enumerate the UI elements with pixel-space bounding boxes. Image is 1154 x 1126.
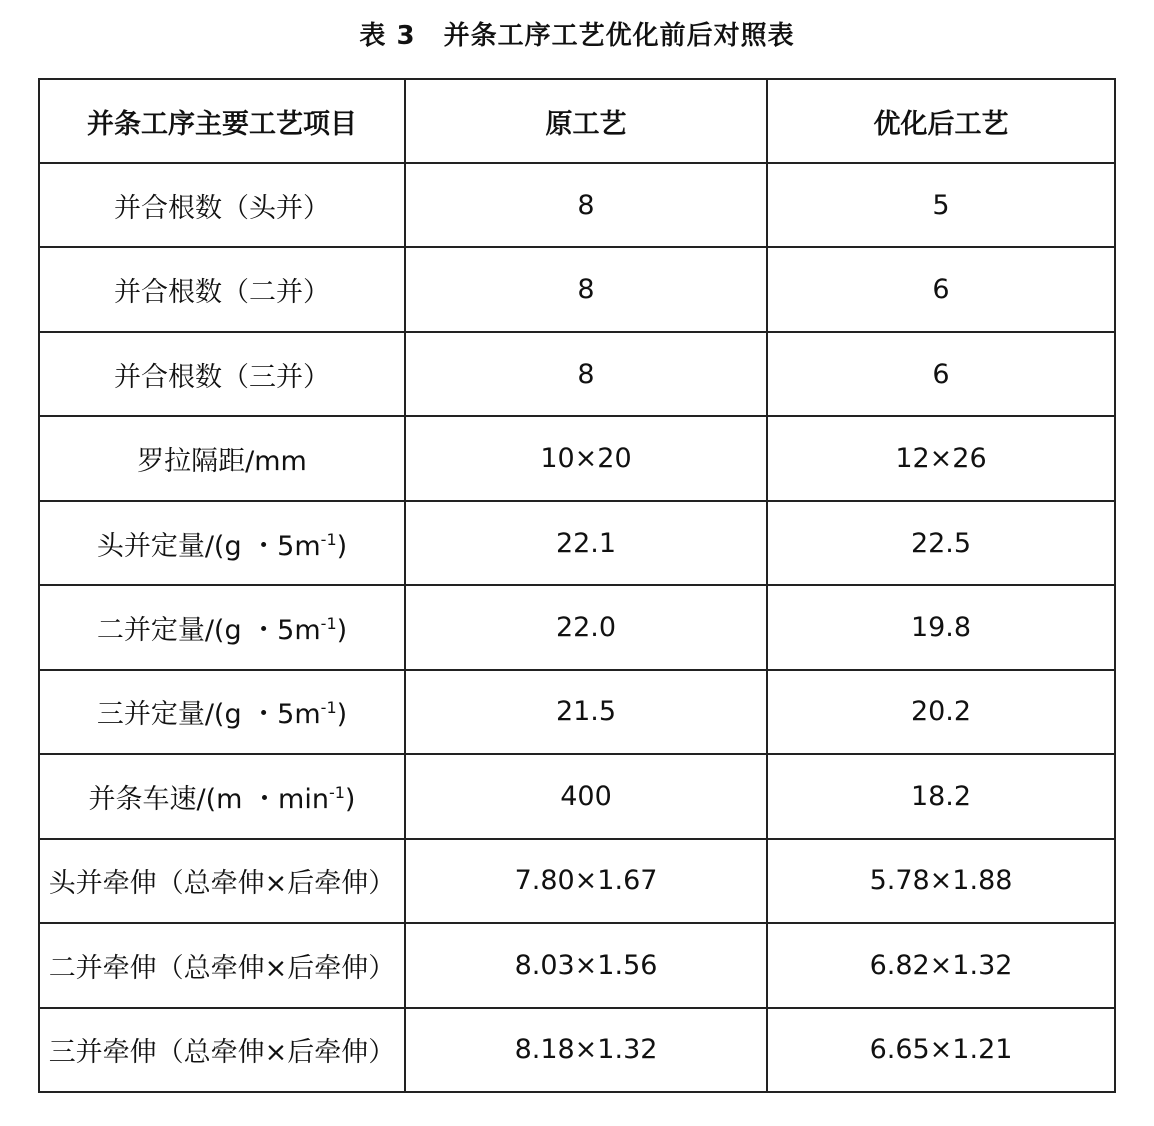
item-superscript: -1 [328,782,345,802]
row-optimized: 22.5 [767,501,1115,585]
process-comparison-table [38,78,1116,1093]
row-optimized: 6 [767,247,1115,331]
row-optimized: 5 [767,163,1115,247]
item-text: 并条车速/(m ・min [88,783,329,815]
row-original: 22.1 [405,501,767,585]
item-text: 二并定量/(g ・5m [96,614,321,646]
row-original: 8.03×1.56 [405,923,767,1007]
table-row [39,163,1115,247]
row-original: 10×20 [405,416,767,500]
row-optimized: 5.78×1.88 [767,839,1115,923]
row-item [39,754,405,838]
row-item [39,839,405,923]
row-original: 8 [405,332,767,416]
row-original: 8 [405,163,767,247]
table-caption [0,14,1154,58]
item-superscript: -1 [320,698,337,718]
table-row [39,332,1115,416]
row-optimized: 12×26 [767,416,1115,500]
table-number: 表 3 [359,21,416,51]
table-row [39,1008,1115,1092]
row-optimized: 6.82×1.32 [767,923,1115,1007]
item-superscript: -1 [320,529,337,549]
table-row [39,670,1115,754]
row-optimized: 18.2 [767,754,1115,838]
row-item [39,416,405,500]
header-original: 原工艺 [405,79,767,163]
row-item [39,332,405,416]
row-optimized: 19.8 [767,585,1115,669]
header-row [39,79,1115,163]
table-row [39,839,1115,923]
table-row [39,247,1115,331]
item-text-end: ) [344,783,356,815]
row-original: 8 [405,247,767,331]
item-superscript: -1 [320,613,337,633]
table-row [39,754,1115,838]
row-original: 21.5 [405,670,767,754]
item-text: 头并定量/(g ・5m [96,530,321,562]
item-text: 三并牵伸（总牵伸×后牵伸） [48,1037,396,1069]
item-text: 罗拉隔距/mm [137,446,307,478]
row-item [39,923,405,1007]
row-item [39,247,405,331]
row-original: 400 [405,754,767,838]
table-row [39,923,1115,1007]
table-row [39,416,1115,500]
row-optimized: 6.65×1.21 [767,1008,1115,1092]
row-item [39,670,405,754]
row-original: 22.0 [405,585,767,669]
item-text-end: ) [336,699,348,731]
item-text: 并合根数（二并） [114,277,330,309]
row-original: 8.18×1.32 [405,1008,767,1092]
header-optimized: 优化后工艺 [767,79,1115,163]
header-item: 并条工序主要工艺项目 [39,79,405,163]
item-text: 并合根数（头并） [114,192,330,224]
row-item [39,163,405,247]
row-optimized: 20.2 [767,670,1115,754]
row-original: 7.80×1.67 [405,839,767,923]
table-title: 并条工序工艺优化前后对照表 [443,21,795,51]
item-text: 二并牵伸（总牵伸×后牵伸） [48,952,396,984]
item-text: 并合根数（三并） [114,361,330,393]
item-text-end: ) [336,530,348,562]
row-item [39,501,405,585]
item-text: 头并牵伸（总牵伸×后牵伸） [48,868,396,900]
row-item [39,585,405,669]
table-row [39,585,1115,669]
item-text-end: ) [336,614,348,646]
row-item [39,1008,405,1092]
table-row [39,501,1115,585]
row-optimized: 6 [767,332,1115,416]
item-text: 三并定量/(g ・5m [96,699,321,731]
